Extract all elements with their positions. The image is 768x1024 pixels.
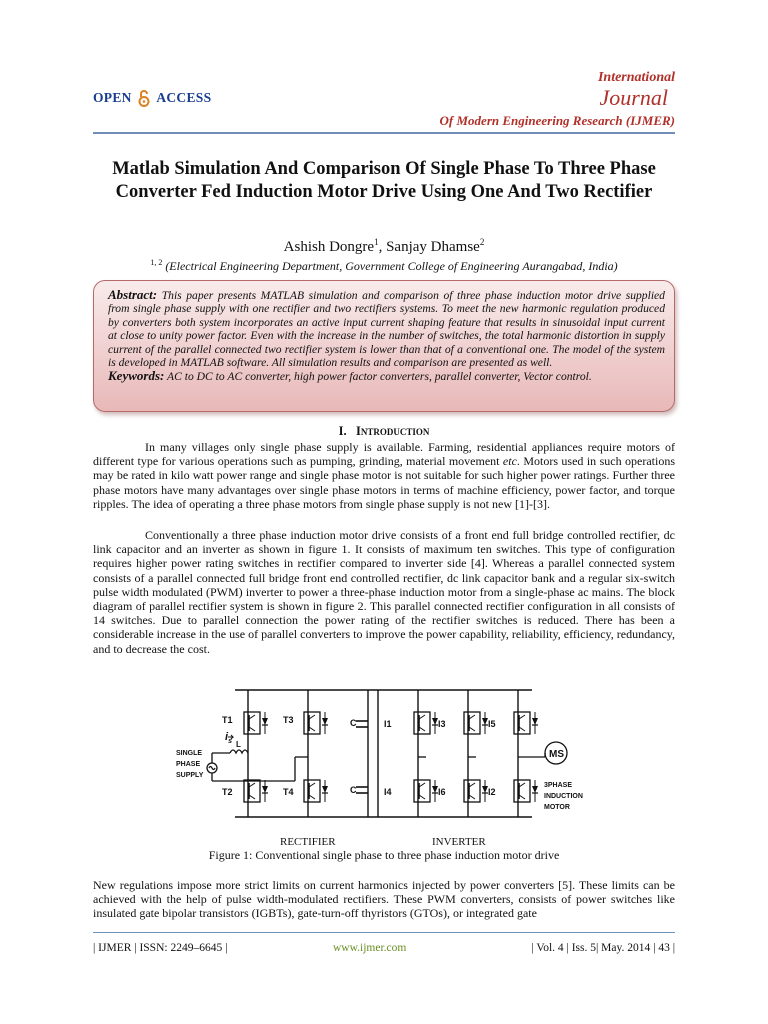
affiliation-sup: 1, 2 xyxy=(150,258,163,267)
label-I3: I3 xyxy=(438,719,446,729)
journal-name-subtitle: Of Modern Engineering Research (IJMER) xyxy=(439,113,675,128)
label-T2: T2 xyxy=(222,787,233,797)
label-T1: T1 xyxy=(222,715,233,725)
author-2: Sanjay Dhamse xyxy=(386,239,480,255)
label-T3: T3 xyxy=(283,715,294,725)
section-number: I. xyxy=(338,424,347,438)
abstract-box xyxy=(93,280,675,412)
paper-title: Matlab Simulation And Comparison Of Single Phase To Three Phase Converter Fed Induction Motor Drive Using One And Two Rectifier xyxy=(112,159,656,202)
intro-paragraph-3-text: New regulations impose more strict limits on current harmonics injected by power converters [5]. These limits can be achieved with the help of pulse width-modulated rectifiers. These PWM converters, consists of power switches like insulated gate bipolar transistors (IGBTs), gate-turn-off thyristors (GTOs), or integrated gate xyxy=(93,878,675,921)
figure-1-circuit-diagram xyxy=(170,683,600,848)
header-rule xyxy=(93,132,675,134)
label-inductor: L xyxy=(236,740,241,749)
label-motor-2: INDUCTION xyxy=(544,793,583,800)
author-1: Ashish Dongre xyxy=(283,239,375,255)
intro-paragraph-2-text: Conventionally a three phase induction motor drive consists of a front end full bridge controlled rectifier, dc link capacitor and an inverter as shown in figure 1. It consists of maximum ten switches. This type of configuration requires higher power rating switches in rectifier compared to inverter side [4]. Whereas a parallel connected system consists of a parallel connected full bridge front end controlled rectifier, dc link capacitor bank and a regular six-switch pulse width modulated (PWM) inverter to power a three-phase induction motor from a single-phase ac mains. The block diagram of parallel rectifier system is shown in figure 2. This parallel connected rectifier configuration in all consists of 14 switches. Due to parallel connection the power rating of the rectifier switches is reduced. There has been a considerable increase in the use of parallel converters to improve the power capability, reliability, efficiency, redundancy, and to decrease the cost. xyxy=(93,528,675,656)
abstract-text: This paper presents MATLAB simulation and comparison of three phase induction motor drive supplied from single phase supply with one rectifier and two rectifiers systems. To meet the new harmonic regulation produced by converters both system incorporates an active input current shaping feature that results in sinusoidal input current at close to unity power factor. Even with the increase in the number of switches, the total harmonic distortion in supply current of the parallel connected two rectifier system is lower than that of a conventional one. The model of the system is developed in MATLAB software. All simulation results and comparison are presented as well. xyxy=(108,289,665,370)
intro-paragraph-1-a: In many villages only single phase supply is available. Farming, residential appliances require motors of different type for various operations such as pumping, grinding, material movement xyxy=(93,440,675,469)
label-motor-3: MOTOR xyxy=(544,804,570,811)
open-access-logo-access: ACCESS xyxy=(156,90,212,105)
label-cap-bot: C xyxy=(350,785,357,795)
author-2-sup: 2 xyxy=(479,237,485,247)
intro-paragraph-2 xyxy=(93,528,675,656)
label-supply-2: PHASE xyxy=(176,761,201,768)
label-inverter: INVERTER xyxy=(432,836,486,848)
author-separator: , xyxy=(378,239,387,255)
affiliation-text: (Electrical Engineering Department, Government College of Engineering Aurangabad, India) xyxy=(165,259,618,273)
keywords-label: Keywords: xyxy=(108,368,165,384)
label-I5: I5 xyxy=(488,719,496,729)
section-title: Introduction xyxy=(356,424,430,438)
author-line xyxy=(80,237,688,256)
footer-right: | Vol. 4 | Iss. 5| May. 2014 | 43 | xyxy=(531,942,675,954)
footer-left: | IJMER | ISSN: 2249–6645 | xyxy=(93,942,228,954)
affiliation xyxy=(80,258,688,274)
intro-paragraph-1-etc: etc xyxy=(502,454,517,469)
label-T4: T4 xyxy=(283,787,294,797)
footer-rule xyxy=(93,932,675,933)
label-rectifier: RECTIFIER xyxy=(280,836,336,848)
open-lock-icon xyxy=(138,89,150,107)
intro-paragraph-1 xyxy=(93,440,675,511)
intro-paragraph-3 xyxy=(93,878,675,921)
open-access-logo xyxy=(93,89,211,107)
journal-name-journal: Journal xyxy=(599,85,668,110)
label-I1: I1 xyxy=(384,719,392,729)
label-current: $i_s$ xyxy=(225,731,232,745)
author-1-sup: 1 xyxy=(374,237,379,247)
label-supply-3: SUPPLY xyxy=(176,772,204,779)
label-cap-top: C xyxy=(350,718,357,728)
label-I6: I6 xyxy=(438,787,446,797)
label-supply-1: SINGLE xyxy=(176,750,203,757)
journal-name-international: International xyxy=(597,70,675,85)
section-heading xyxy=(80,424,688,439)
abstract-label: Abstract: xyxy=(108,287,158,302)
label-motor-1: 3PHASE xyxy=(544,782,573,789)
label-I2: I2 xyxy=(488,787,496,797)
open-access-logo-open: OPEN xyxy=(93,90,132,105)
intro-paragraph-1-b: . Motors used in such operations may be rated in kilo watt power range and single phase motor is not suitable for such higher power ratings. Further three phase motors have many advantages over single phase motors in terms of machine efficiency, power factor, and torque ripples. The idea of operating a three phase motors from single phase supply is not new [1]-[3]. xyxy=(93,454,675,511)
footer-website-link[interactable]: www.ijmer.com xyxy=(333,942,407,954)
keywords-text: AC to DC to AC converter, high power factor converters, parallel converter, Vector control. xyxy=(167,370,592,384)
label-motor: MS xyxy=(549,749,564,760)
label-I4: I4 xyxy=(384,787,392,797)
figure-1-caption: Figure 1: Conventional single phase to three phase induction motor drive xyxy=(208,848,560,862)
